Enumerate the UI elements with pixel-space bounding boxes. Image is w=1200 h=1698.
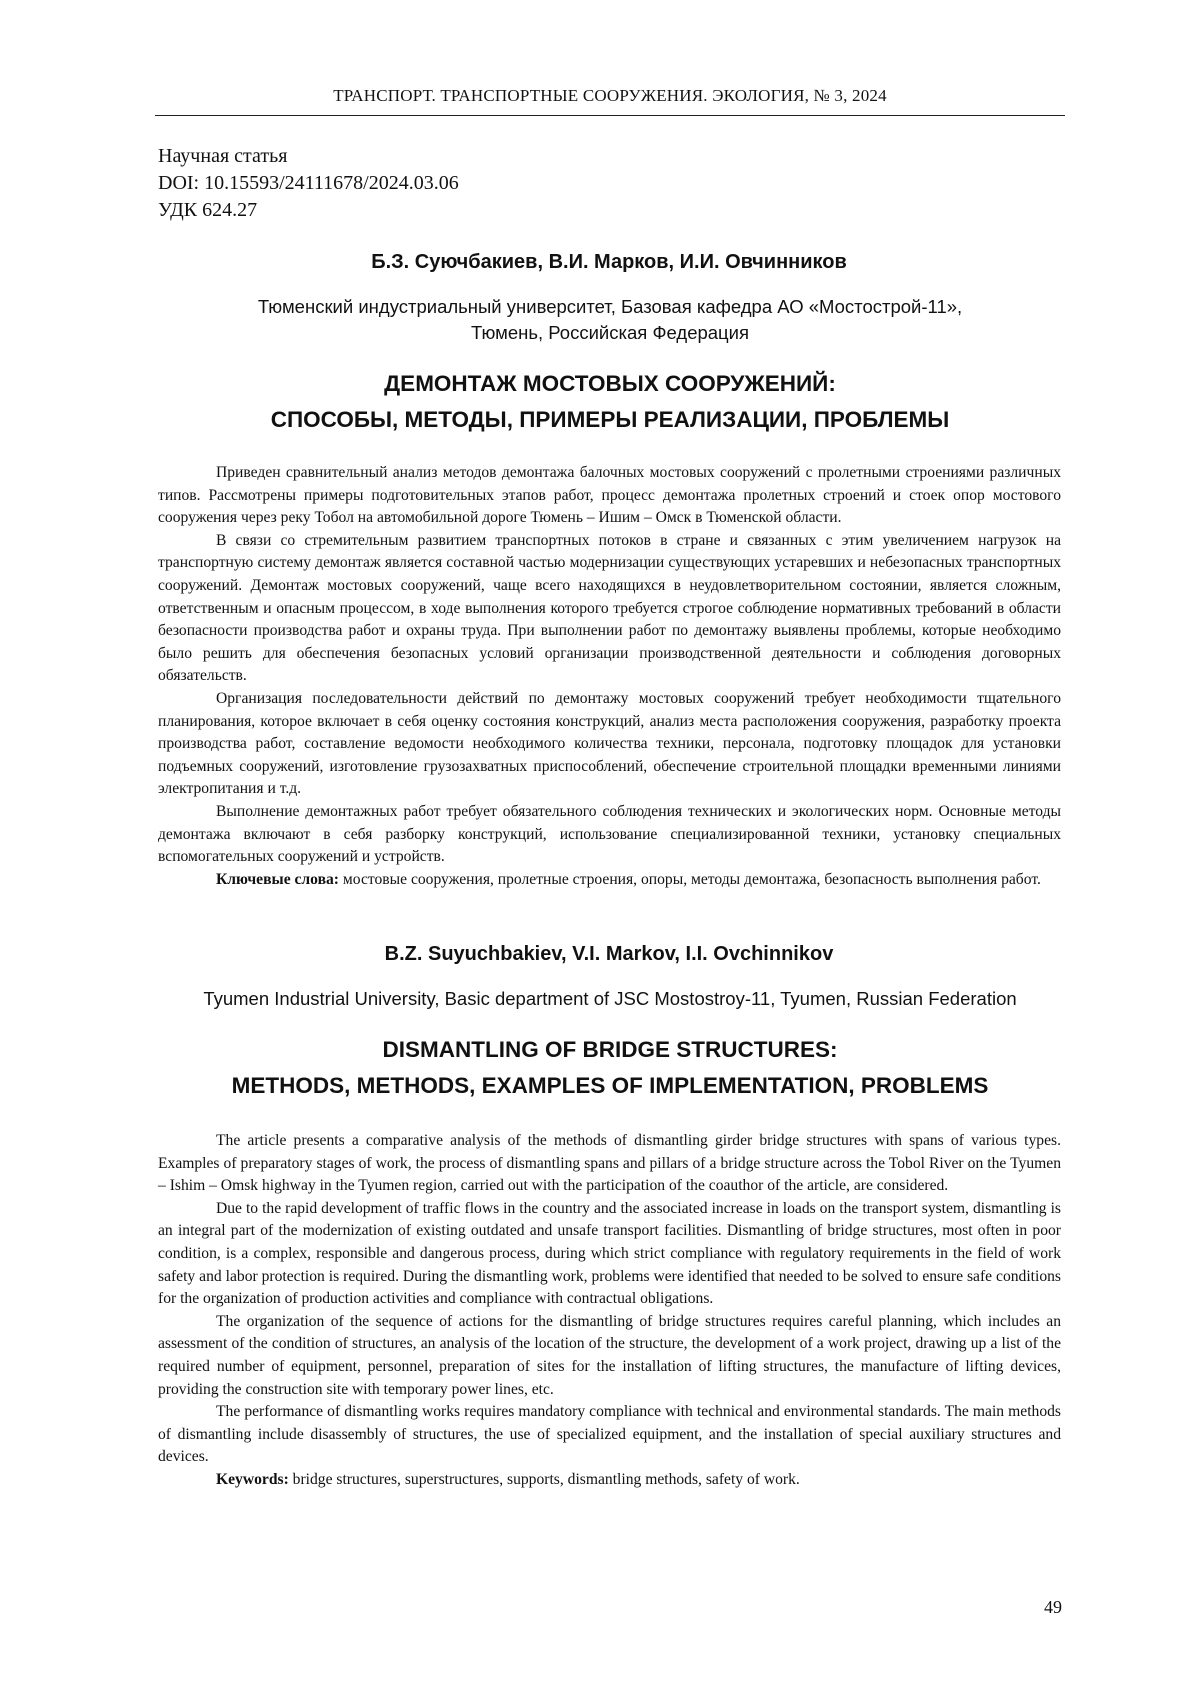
en-title-line-2: METHODS, METHODS, EXAMPLES OF IMPLEMENTATION, PROBLEMS — [140, 1068, 1080, 1104]
en-abstract-paragraph: The article presents a comparative analysis of the methods of dismantling girder bridge structures with spans of various types. Examples of preparatory stages of work, the process of dismantling spans and pillars of a bridge structure across the Tobol River on the Tyumen – Ishim – Omsk highway in the Tyumen region, carried out with the participation of the coauthor of the article, are considered. — [158, 1130, 1061, 1198]
ru-title-line-2: СПОСОБЫ, МЕТОДЫ, ПРИМЕРЫ РЕАЛИЗАЦИИ, ПРОБЛЕМЫ — [140, 402, 1080, 438]
journal-page — [0, 0, 1200, 1698]
ru-title-line-1: ДЕМОНТАЖ МОСТОВЫХ СООРУЖЕНИЙ: — [140, 366, 1080, 402]
header-divider — [155, 115, 1065, 116]
en-abstract-paragraph: The organization of the sequence of actions for the dismantling of bridge structures requires careful planning, which includes an assessment of the condition of structures, an analysis of the location of the structure, the development of a work project, drawing up a list of the required number of equipment, personnel, preparation of sites for the installation of lifting structures, the manufacture of lifting devices, providing the construction site with temporary power lines, etc. — [158, 1311, 1061, 1401]
en-title-line-1: DISMANTLING OF BRIDGE STRUCTURES: — [140, 1032, 1080, 1068]
en-keywords-label: Keywords: — [216, 1471, 289, 1488]
en-affiliation: Tyumen Industrial University, Basic department of JSC Mostostroy-11, Tyumen, Russian Federation — [140, 986, 1080, 1012]
en-keywords — [158, 1469, 1061, 1492]
ru-keywords-text: мостовые сооружения, пролетные строения, опоры, методы демонтажа, безопасность выполнения работ. — [343, 871, 1041, 888]
page-number: 49 — [1040, 1597, 1062, 1618]
ru-abstract-paragraph: В связи со стремительным развитием транспортных потоков в стране и связанных с этим увеличением нагрузок на транспортную систему демонтаж является составной частью модернизации существующих устаревших и небезопасных транспортных сооружений. Демонтаж мостовых сооружений, чаще всего находящихся в неудовлетворительном состоянии, является сложным, ответственным и опасным процессом, в ходе выполнения которого требуется строгое соблюдение нормативных требований в области безопасности производства работ и охраны труда. При выполнении работ по демонтажу выявлены проблемы, которые необходимо было решить для обеспечения безопасных условий организации производственной деятельности и соблюдения договорных обязательств. — [158, 530, 1061, 688]
ru-keywords — [158, 869, 1061, 892]
ru-affiliation — [140, 294, 1080, 346]
en-keywords-text: bridge structures, superstructures, supports, dismantling methods, safety of work. — [293, 1471, 800, 1488]
en-abstract-paragraph: Due to the rapid development of traffic flows in the country and the associated increase in loads on the transport system, dismantling is an integral part of the modernization of existing outdated and unsafe transport facilities. Dismantling of bridge structures, most often in poor condition, is a complex, responsible and dangerous process, during which strict compliance with regulatory requirements in the field of work safety and labor protection is required. During the dismantling work, problems were identified that needed to be solved to ensure safe conditions for the organization of production activities and compliance with contractual obligations. — [158, 1198, 1061, 1311]
running-header: ТРАНСПОРТ. ТРАНСПОРТНЫЕ СООРУЖЕНИЯ. ЭКОЛОГИЯ, № 3, 2024 — [155, 86, 1065, 106]
ru-title — [140, 366, 1080, 438]
article-meta — [158, 143, 459, 224]
ru-authors: Б.З. Суючбакиев, В.И. Марков, И.И. Овчинников — [158, 251, 1060, 274]
ru-abstract-paragraph: Выполнение демонтажных работ требует обязательного соблюдения технических и экологических норм. Основные методы демонтажа включают в себя разборку конструкций, использование специализированной техники, установку специальных вспомогательных сооружений и устройств. — [158, 801, 1061, 869]
en-title — [140, 1032, 1080, 1104]
article-type: Научная статья — [158, 143, 459, 170]
udc: УДК 624.27 — [158, 197, 459, 224]
doi: DOI: 10.15593/24111678/2024.03.06 — [158, 170, 459, 197]
ru-keywords-label: Ключевые слова: — [216, 871, 339, 888]
ru-abstract — [158, 462, 1061, 891]
ru-abstract-paragraph: Организация последовательности действий по демонтажу мостовых сооружений требует необходимости тщательного планирования, которое включает в себя оценку состояния конструкций, анализ места расположения сооружения, разработку проекта производства работ, составление ведомости необходимого количества техники, персонала, подготовку площадок для установки подъемных сооружений, изготовление грузозахватных приспособлений, обеспечение строительной площадки временными линиями электропитания и т.д. — [158, 688, 1061, 801]
en-authors: B.Z. Suyuchbakiev, V.I. Markov, I.I. Ovchinnikov — [158, 943, 1060, 966]
ru-affiliation-line-1: Тюменский индустриальный университет, Базовая кафедра АО «Мостострой-11», — [140, 294, 1080, 320]
en-abstract-paragraph: The performance of dismantling works requires mandatory compliance with technical and environmental standards. The main methods of dismantling include disassembly of structures, the use of specialized equipment, and the installation of special auxiliary structures and devices. — [158, 1401, 1061, 1469]
ru-affiliation-line-2: Тюмень, Российская Федерация — [140, 320, 1080, 346]
en-abstract — [158, 1130, 1061, 1492]
ru-abstract-paragraph: Приведен сравнительный анализ методов демонтажа балочных мостовых сооружений с пролетными строениями различных типов. Рассмотрены примеры подготовительных этапов работ, процесс демонтажа пролетных строений и стоек опор мостового сооружения через реку Тобол на автомобильной дороге Тюмень – Ишим – Омск в Тюменской области. — [158, 462, 1061, 530]
